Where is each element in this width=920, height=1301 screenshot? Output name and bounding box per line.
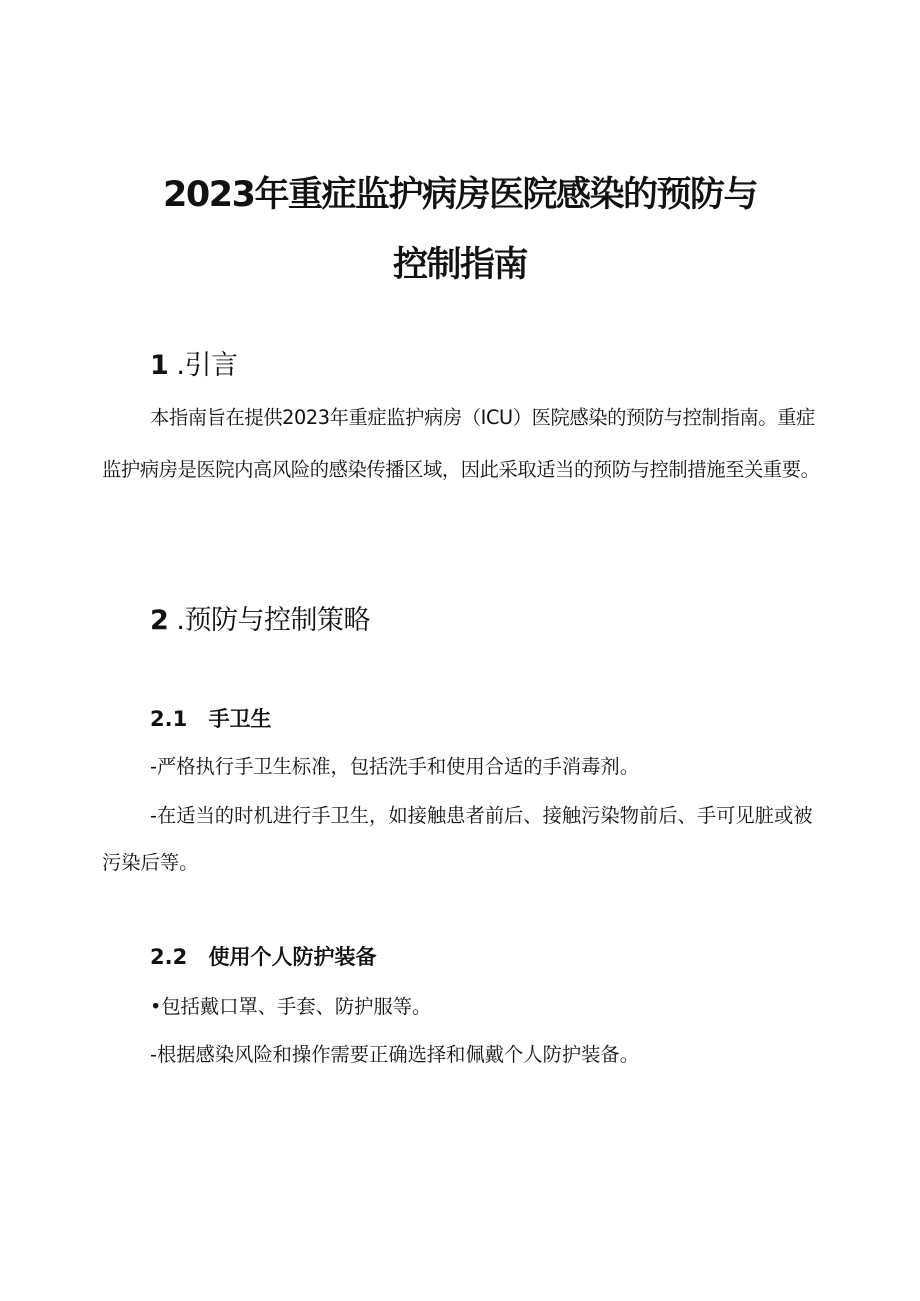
- title-line-1: 2023年重症监护病房医院感染的预防与: [163, 175, 757, 215]
- subsection-heading-ppe: [150, 943, 377, 971]
- title-line-2: 控制指南: [392, 245, 527, 285]
- section-heading-intro: [150, 349, 237, 383]
- list-item: -根据感染风险和操作需要正确选择和佩戴个人防护装备。: [150, 1043, 639, 1066]
- section-number: 1: [150, 350, 169, 381]
- section-heading-strategy: [150, 604, 370, 638]
- list-item: -严格执行手卫生标准，包括洗手和使用合适的手消毒剂。: [150, 755, 639, 778]
- section-number: 2: [150, 605, 169, 636]
- subsection-title: 手卫生: [208, 707, 272, 731]
- list-item: •包括戴口罩、手套、防护服等。: [150, 995, 432, 1018]
- section-title: .预防与控制策略: [176, 605, 370, 636]
- subsection-heading-hand-hygiene: [150, 705, 272, 733]
- intro-paragraph: 本指南旨在提供2023年重症监护病房（ICU）医院感染的预防与控制指南。重症监护病房是医院内高风险的感染传播区域，因此采取适当的预防与控制措施至关重要。: [102, 406, 820, 481]
- subsection-number: 2.1: [150, 707, 188, 731]
- subsection-number: 2.2: [150, 945, 188, 969]
- list-item: -在适当的时机进行手卫生，如接触患者前后、接触污染物前后、手可见脏或被污染后等。: [102, 804, 813, 874]
- subsection-title: 使用个人防护装备: [208, 945, 377, 969]
- document-title: [100, 160, 820, 300]
- section-title: .引言: [176, 350, 238, 381]
